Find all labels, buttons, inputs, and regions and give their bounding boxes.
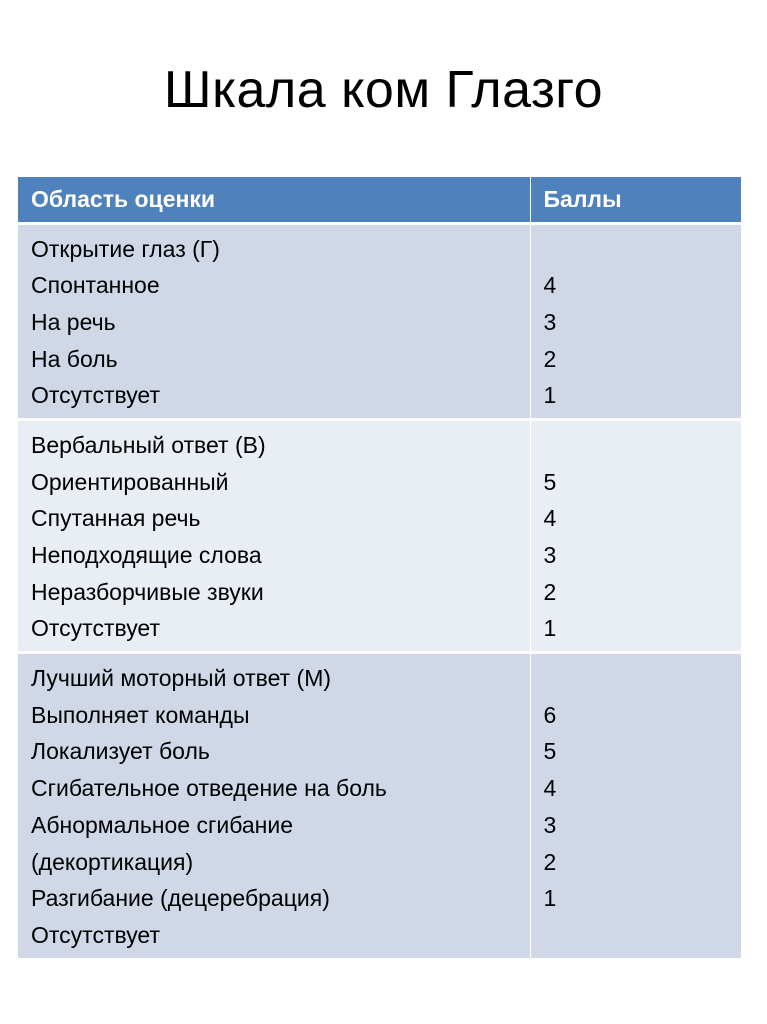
scores-cell (530, 223, 741, 419)
criterion-label: Неподходящие слова (31, 542, 262, 568)
scores-cell (530, 419, 741, 652)
score-value: 3 (543, 811, 557, 838)
score-value: 6 (543, 701, 557, 728)
header-assessment-area: Область оценки (18, 177, 530, 223)
section-heading: Лучший моторный ответ (М) (31, 665, 332, 692)
criterion-label: Спутанная речь (31, 505, 201, 532)
score-value: 2 (543, 345, 557, 372)
criterion-label: Выполняет команды (31, 701, 250, 728)
score-value: 4 (543, 272, 557, 299)
score-value: 2 (543, 578, 557, 605)
score-value: 4 (543, 505, 557, 532)
criterion-label: Разгибание (децеребрация) (31, 885, 330, 912)
criterion-label: Отсутствует (31, 382, 160, 409)
spacer (544, 660, 729, 697)
section-heading: Открытие глаз (Г) (31, 235, 220, 262)
criterion-label: Спонтанное (31, 272, 160, 299)
criterion-label: Сгибательное отведение на боль (31, 775, 387, 802)
page-title: Шкала ком Глазго (163, 61, 604, 119)
criterion-label: На боль (31, 345, 118, 372)
section-motor-response (18, 653, 741, 958)
score-value: 2 (543, 848, 557, 875)
section-verbal-response (18, 419, 741, 652)
score-value: 1 (543, 382, 557, 409)
criterion-label: Абнормальное сгибание (31, 811, 293, 838)
score-value (544, 917, 729, 954)
criterion-label: Локализует боль (31, 738, 210, 765)
header-score: Баллы (530, 177, 741, 223)
criterion-label: Ориентированный (31, 468, 229, 495)
criterion-label: Неразборчивые звуки (31, 578, 264, 605)
section-heading: Вербальный ответ (В) (31, 431, 266, 458)
score-value: 3 (543, 308, 557, 335)
section-eye-opening (18, 223, 741, 419)
spacer (544, 231, 729, 268)
scores-cell (530, 653, 741, 958)
criterion-label: На речь (31, 308, 116, 335)
score-value: 1 (543, 885, 557, 912)
score-value: 5 (543, 468, 557, 495)
criterion-label: (декортикация) (31, 848, 194, 875)
criterion-label: Отсутствует (31, 615, 160, 642)
spacer (544, 427, 729, 464)
criterion-label: Отсутствует (31, 921, 160, 948)
score-value: 5 (543, 738, 557, 765)
criteria-cell (18, 223, 530, 419)
score-value: 3 (543, 542, 557, 568)
table-header-row (18, 177, 741, 223)
score-value: 4 (543, 775, 557, 802)
glasgow-coma-scale-table (18, 177, 741, 958)
criteria-cell (18, 653, 530, 958)
score-value: 1 (543, 615, 557, 642)
criteria-cell (18, 419, 530, 652)
